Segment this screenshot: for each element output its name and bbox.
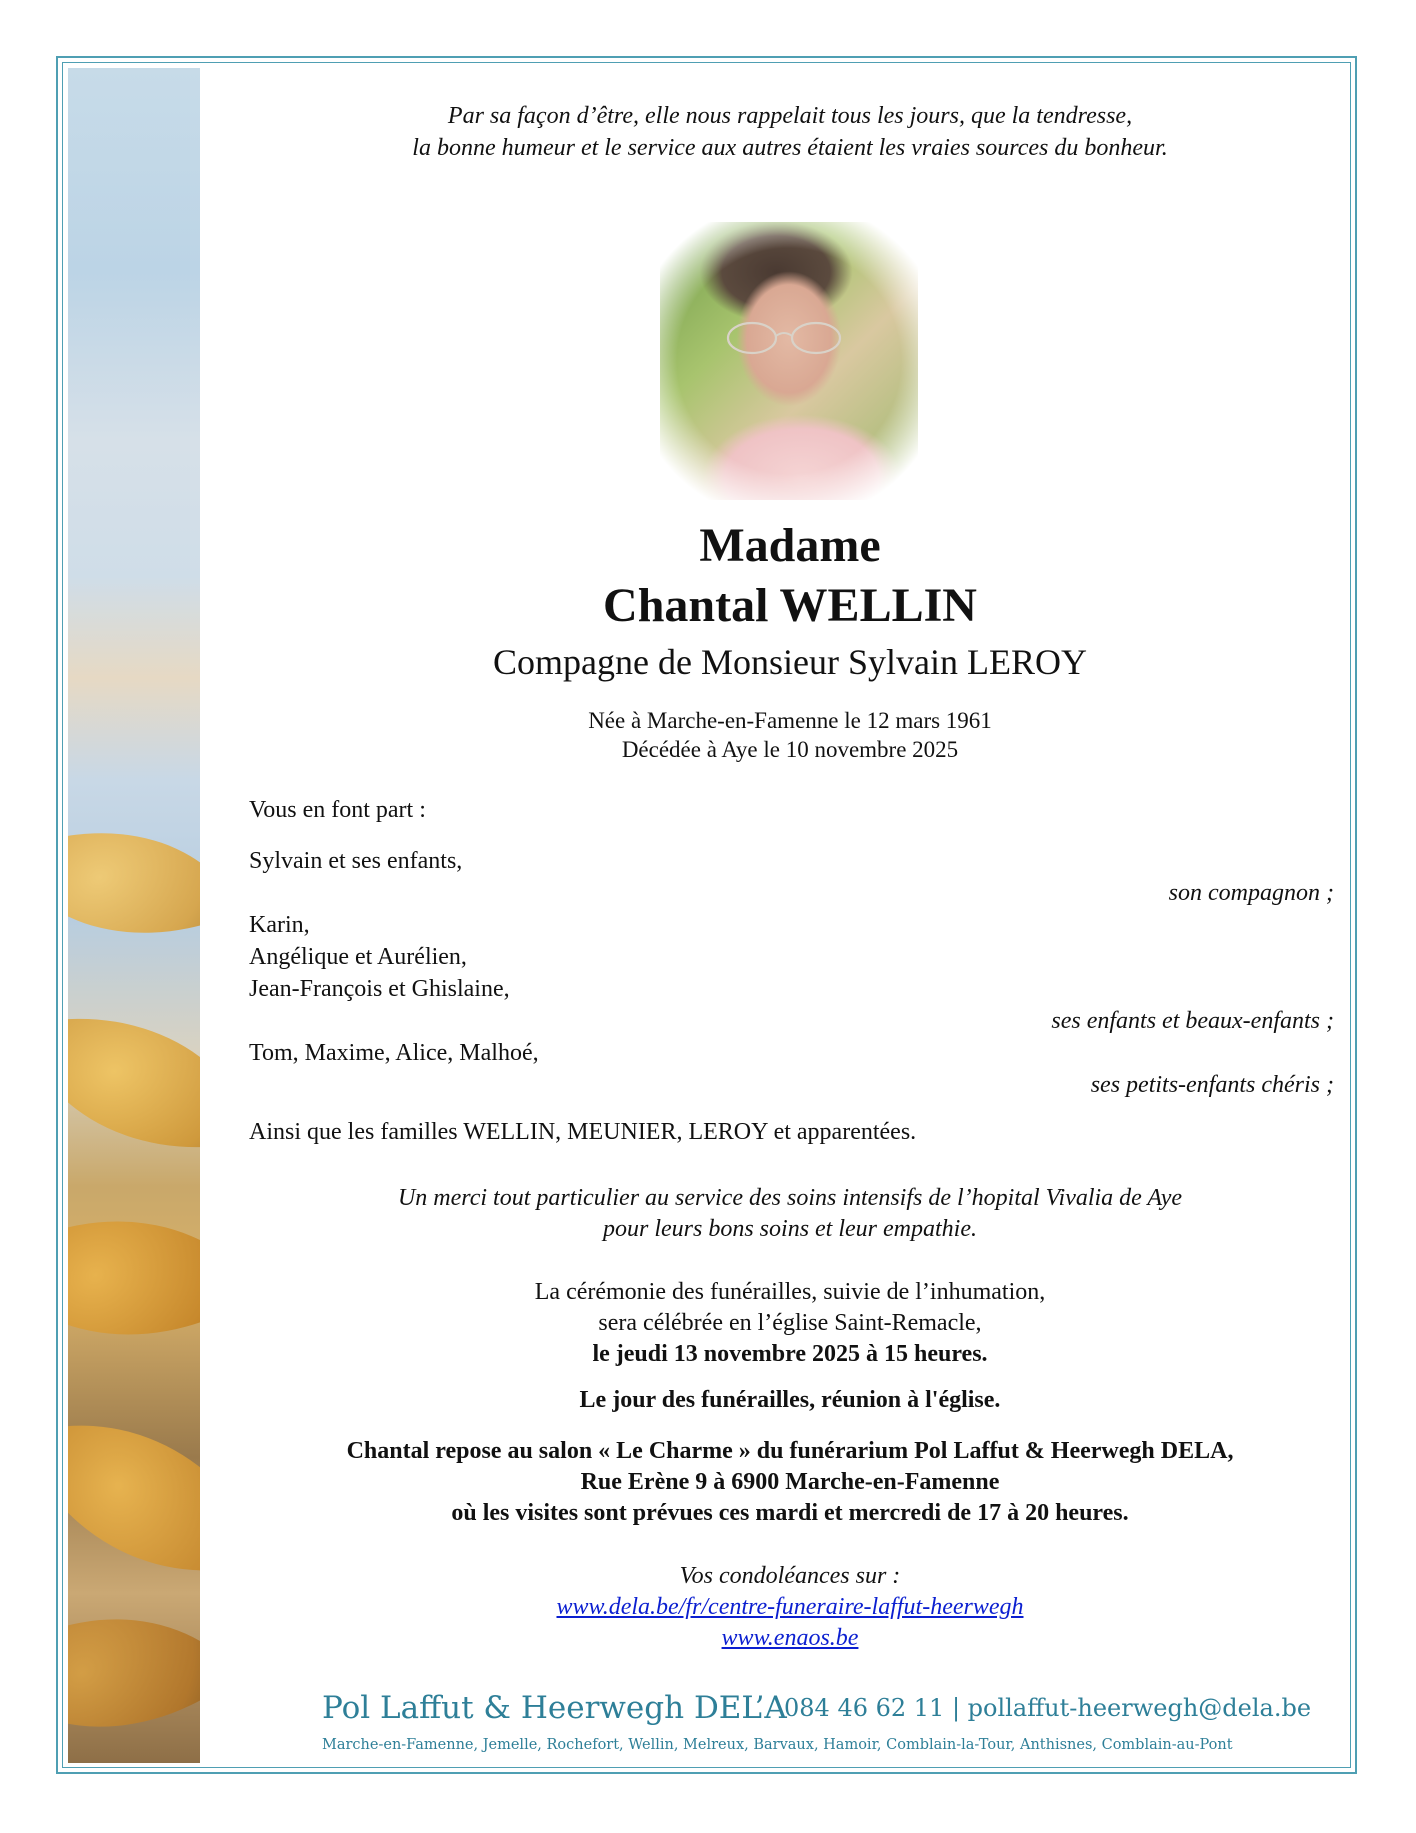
quote-line-2: la bonne humeur et le service aux autres étaient les vraies sources du bonheur. [412, 135, 1168, 161]
family-role: son compagnon ; [1168, 880, 1334, 906]
deceased-name: Chantal WELLIN [603, 579, 977, 632]
quote-line-1: Par sa façon d’être, elle nous rappelait tous les jours, que la tendresse, [447, 103, 1133, 129]
portrait-glasses [720, 318, 850, 358]
funeral-home-logo: Pol Laffut & Heerwegh DEL’A [322, 1690, 787, 1726]
condolences-link-dela[interactable]: www.dela.be/fr/centre-funeraire-laffut-heerwegh [556, 1594, 1024, 1620]
autumn-leaves-band [68, 68, 200, 1763]
family-role: ses petits-enfants chéris ; [1090, 1072, 1334, 1098]
death-line: Décédée à Aye le 10 novembre 2025 [621, 737, 959, 762]
visitation-line-3: où les visites sont prévues ces mardi et mercredi de 17 à 20 heures. [451, 1500, 1129, 1526]
family-name-line: Karin, [249, 912, 310, 938]
ceremony-date: le jeudi 13 novembre 2025 à 15 heures. [592, 1341, 988, 1367]
deceased-honorific: Madame [699, 519, 881, 572]
portrait-photo [660, 222, 918, 500]
family-name-line: Angélique et Aurélien, [249, 944, 467, 970]
family-name-line: Sylvain et ses enfants, [249, 848, 463, 874]
thanks-line-1: Un merci tout particulier au service des soins intensifs de l’hopital Vivalia de Aye [397, 1185, 1183, 1211]
family-role: ses enfants et beaux-enfants ; [1051, 1008, 1334, 1034]
deceased-relation: Compagne de Monsieur Sylvain LEROY [493, 642, 1087, 682]
visitation-line-2: Rue Erène 9 à 6900 Marche-en-Famenne [580, 1469, 1000, 1495]
funeral-home-contact: 084 46 62 11 | pollaffut-heerwegh@dela.be [784, 1694, 1312, 1722]
condolences-link-enaos[interactable]: www.enaos.be [721, 1625, 859, 1651]
condolences-label: Vos condoléances sur : [679, 1563, 901, 1589]
reunion-line: Le jour des funérailles, réunion à l'église. [579, 1387, 1001, 1413]
family-name-line: Tom, Maxime, Alice, Malhoé, [249, 1040, 539, 1066]
thanks-line-2: pour leurs bons soins et leur empathie. [603, 1216, 977, 1242]
ceremony-line-1: La cérémonie des funérailles, suivie de l’inhumation, [534, 1279, 1046, 1305]
family-name-line: Jean-François et Ghislaine, [249, 976, 510, 1002]
birth-line: Née à Marche-en-Famenne le 12 mars 1961 [588, 708, 992, 733]
announcement-intro: Vous en font part : [249, 797, 426, 823]
funeral-home-towns: Marche-en-Famenne, Jemelle, Rochefort, Wellin, Melreux, Barvaux, Hamoir, Comblain-la-Tour, Anthisnes, Comblain-au-Pont [322, 1737, 1233, 1753]
visitation-line-1: Chantal repose au salon « Le Charme » du funérarium Pol Laffut & Heerwegh DELA, [346, 1438, 1234, 1464]
ceremony-line-2: sera célébrée en l’église Saint-Remacle, [598, 1310, 982, 1336]
families-line: Ainsi que les familles WELLIN, MEUNIER, LEROY et apparentées. [249, 1119, 917, 1145]
